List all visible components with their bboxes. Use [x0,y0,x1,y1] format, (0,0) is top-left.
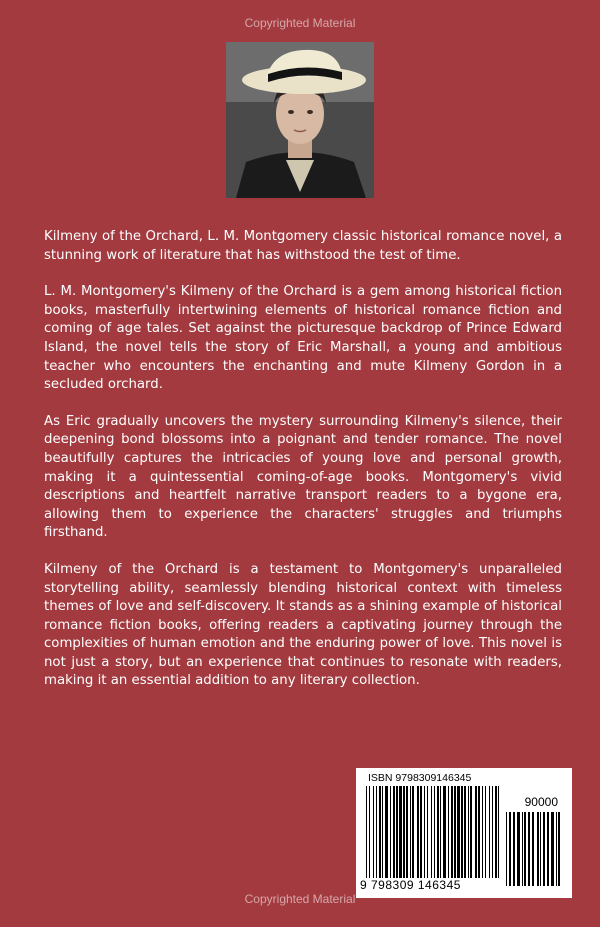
paragraph-3: As Eric gradually uncovers the mystery surrounding Kilmeny's silence, their deepening bond blossoms into a poignant and tender romance. The novel beautifully captures the intricacies of young love and personal growth, making it a quintessential coming-of-age books. Montgomery's vivid descriptions and heartfelt narrative transport readers to a bygone era, allowing them to experience the characters' struggles and triumphs firsthand. [44,413,562,541]
price-barcode [506,812,562,886]
paragraph-2: L. M. Montgomery's Kilmeny of the Orchard is a gem among historical fiction books, masterfully intertwining elements of historical romance fiction and coming of age tales. Set against the picturesque backdrop of Prince Edward Island, the novel tells the story of Eric Marshall, a young and ambitious teacher who encounters the enchanting and mute Kilmeny Gordon in a secluded orchard. [44,284,562,393]
watermark-bottom: Copyrighted Material [244,892,356,906]
barcode-panel [356,768,572,898]
barcode-digits: 9 798309 146345 [360,878,461,892]
isbn-label: ISBN 9798309146345 [368,772,472,784]
author-portrait [226,42,374,198]
paragraph-4: Kilmeny of the Orchard is a testament to Montgomery's unparalleled storytelling ability, seamlessly blending historical context with timeless themes of love and self-discovery. It stands as a shining example of historical romance fiction books, offering readers a captivating journey through the complexities of human emotion and the enduring power of love. This novel is not just a story, but an experience that continues to resonate with readers, making it an essential addition to any literary collection. [44,561,562,689]
paragraph-1: Kilmeny of the Orchard, L. M. Montgomery classic historical romance novel, a stunning work of literature that has withstood the test of time. [44,229,562,263]
price-code: 90000 [524,795,558,809]
isbn-barcode [366,786,502,878]
watermark-top: Copyrighted Material [244,16,356,30]
description-text [44,228,562,709]
